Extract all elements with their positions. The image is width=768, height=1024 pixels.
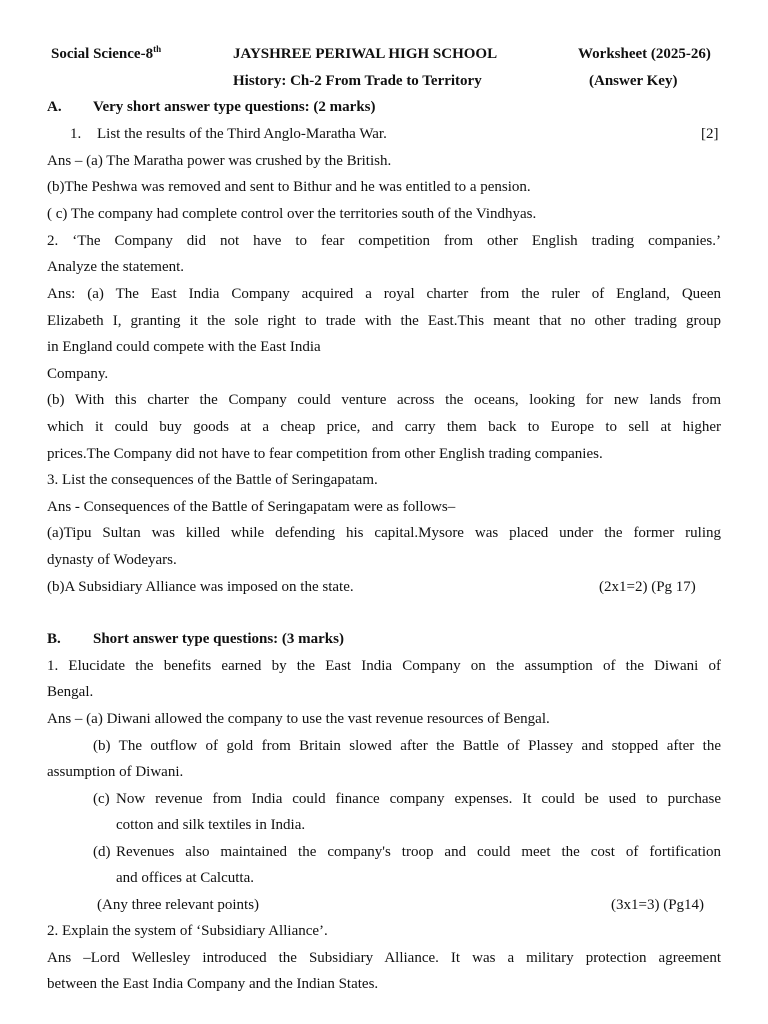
- b-q1-answer-c-label: (c): [93, 791, 110, 807]
- b-q2-answer-line1: Ans –Lord Wellesley introduced the Subsidiary Alliance. It was a military protection agreement: [47, 950, 721, 966]
- b-q1-answer-c-line2: cotton and silk textiles in India.: [116, 817, 306, 833]
- a-q2-answer-b-line1: (b) With this charter the Company could venture across the oceans, looking for new lands from: [47, 392, 721, 408]
- section-a-title: Very short answer type questions: (2 marks): [93, 99, 376, 115]
- a-q3-question: 3. List the consequences of the Battle of Seringapatam.: [47, 472, 378, 488]
- chapter-title: History: Ch-2 From Trade to Territory: [233, 73, 482, 89]
- b-q1-question-line1: 1. Elucidate the benefits earned by the East India Company on the assumption of the Diwani of: [47, 658, 721, 674]
- a-q1-marks: [2]: [701, 126, 719, 142]
- subject-superscript: th: [153, 44, 162, 54]
- a-q1-answer-a: Ans – (a) The Maratha power was crushed by the British.: [47, 153, 392, 169]
- worksheet-year: Worksheet (2025-26): [578, 46, 711, 62]
- b-q1-answer-b-line2: assumption of Diwani.: [47, 764, 184, 780]
- a-q1-answer-b: (b)The Peshwa was removed and sent to Bithur and he was entitled to a pension.: [47, 179, 531, 195]
- answer-key-label: (Answer Key): [589, 73, 678, 89]
- b-q1-answer-d-label: (d): [93, 844, 111, 860]
- section-a-label: A.: [47, 99, 62, 115]
- a-q1-number: 1.: [70, 126, 82, 142]
- a-q2-answer-a-line2: Elizabeth I, granting it the sole right to trade with the East.This meant that no other trading group: [47, 313, 721, 329]
- school-name: JAYSHREE PERIWAL HIGH SCHOOL: [233, 46, 498, 62]
- a-q1-question: List the results of the Third Anglo-Maratha War.: [97, 126, 387, 142]
- b-q2-question: 2. Explain the system of ‘Subsidiary Alliance’.: [47, 923, 328, 939]
- b-q2-answer-line2: between the East India Company and the Indian States.: [47, 976, 379, 992]
- a-q2-answer-a-line3: in England could compete with the East India: [47, 339, 321, 355]
- b-q1-answer-d-line1: Revenues also maintained the company's troop and could meet the cost of fortification: [116, 844, 721, 860]
- b-q1-answer-d-line2: and offices at Calcutta.: [116, 870, 255, 886]
- a-q2-answer-a-line4: Company.: [47, 366, 109, 382]
- subject-heading: Social Science-8th: [51, 44, 162, 62]
- b-q1-answer-c-line1: Now revenue from India could finance company expenses. It could be used to purchase: [116, 791, 721, 807]
- b-q1-answer-a: Ans – (a) Diwani allowed the company to use the vast revenue resources of Bengal.: [47, 711, 550, 727]
- a-q3-answer-intro: Ans - Consequences of the Battle of Seringapatam were as follows–: [47, 499, 456, 515]
- section-b-title: Short answer type questions: (3 marks): [93, 631, 344, 647]
- a-q2-question-line1: 2. ‘The Company did not have to fear competition from other English trading companies.’: [47, 233, 721, 249]
- b-q1-answer-b-line1: (b) The outflow of gold from Britain slowed after the Battle of Plassey and stopped after the: [93, 738, 721, 754]
- a-q3-answer-b-line1: (b)A Subsidiary Alliance was imposed on the state.: [47, 579, 354, 595]
- b-q1-question-line2: Bengal.: [47, 684, 94, 700]
- b-q1-note: (Any three relevant points): [97, 897, 260, 913]
- a-q2-answer-b-line2: which it could buy goods at a cheap price, and carry them back to Europe to sell at higher: [47, 419, 721, 435]
- b-q1-marks: (3x1=3) (Pg14): [611, 897, 705, 913]
- a-q3-answer-a-line1: (a)Tipu Sultan was killed while defending his capital.Mysore was placed under the former ruling: [47, 525, 721, 541]
- a-q2-answer-a-line1: Ans: (a) The East India Company acquired a royal charter from the ruler of England, Queen: [47, 286, 721, 302]
- a-q3-marks: (2x1=2) (Pg 17): [599, 579, 696, 595]
- section-b-label: B.: [47, 631, 61, 647]
- a-q2-answer-b-line3: prices.The Company did not have to fear competition from other English trading companies.: [47, 446, 603, 462]
- a-q3-answer-a-line2: dynasty of Wodeyars.: [47, 552, 177, 568]
- a-q2-question-line2: Analyze the statement.: [47, 259, 185, 275]
- a-q1-answer-c: ( c) The company had complete control over the territories south of the Vindhyas.: [47, 206, 537, 222]
